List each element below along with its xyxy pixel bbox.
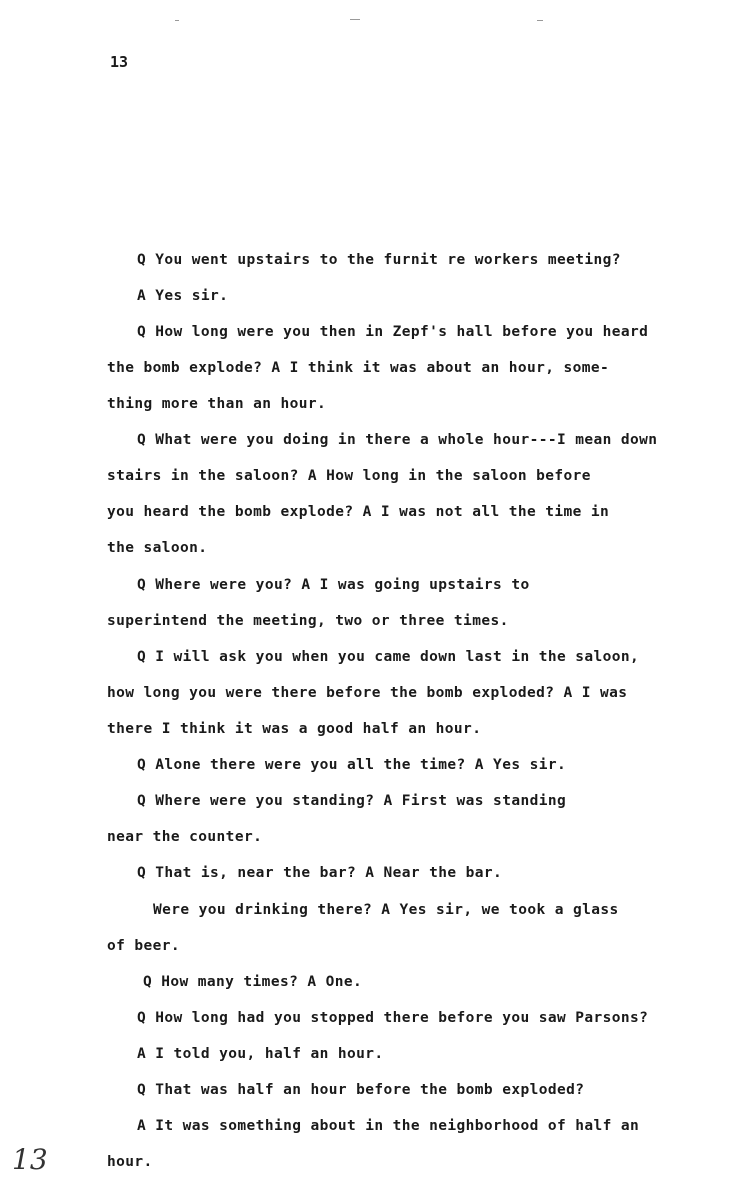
scan-speck (350, 19, 360, 20)
scan-speck (537, 20, 543, 21)
transcript-line: Q How many times? A One. (143, 974, 363, 990)
transcript-line: the saloon. (107, 540, 208, 556)
transcript-line: A I told you, half an hour. (137, 1046, 384, 1062)
transcript-line: thing more than an hour. (107, 396, 327, 412)
transcript-line: A Yes sir. (137, 288, 229, 304)
transcript-line: the bomb explode? A I think it was about an hour, some- (107, 360, 610, 376)
transcript-line: Q How long were you then in Zepf's hall before you heard (137, 324, 649, 340)
transcript-line: Q Alone there were you all the time? A Yes sir. (137, 757, 567, 773)
transcript-line: Q Where were you? A I was going upstairs to (137, 577, 530, 593)
transcript-line: Q What were you doing in there a whole hour---I mean down (137, 432, 658, 448)
transcript-line: you heard the bomb explode? A I was not all the time in (107, 504, 610, 520)
transcript-line: there I think it was a good half an hour. (107, 721, 482, 737)
transcript-line: Q That was half an hour before the bomb exploded? (137, 1082, 585, 1098)
transcript-line: stairs in the saloon? A How long in the saloon before (107, 468, 591, 484)
page-number: 13 (110, 53, 129, 71)
transcript-line: near the counter. (107, 829, 263, 845)
transcript-line: Q You went upstairs to the furnit re workers meeting? (137, 252, 621, 268)
transcript-line: Q How long had you stopped there before you saw Parsons? (137, 1010, 649, 1026)
transcript-line: Q I will ask you when you came down last in the saloon, (137, 649, 640, 665)
transcript-line: hour. (107, 1154, 153, 1170)
handwritten-page-number: 13 (12, 1143, 48, 1176)
transcript-line: Q That is, near the bar? A Near the bar. (137, 865, 503, 881)
scan-speck (175, 20, 179, 21)
transcript-line: of beer. (107, 938, 181, 954)
transcript-line: Were you drinking there? A Yes sir, we took a glass (153, 902, 619, 918)
transcript-line: A It was something about in the neighborhood of half an (137, 1118, 640, 1134)
transcript-line: Q Where were you standing? A First was standing (137, 793, 567, 809)
transcript-line: how long you were there before the bomb exploded? A I was (107, 685, 628, 701)
transcript-line: superintend the meeting, two or three times. (107, 613, 509, 629)
